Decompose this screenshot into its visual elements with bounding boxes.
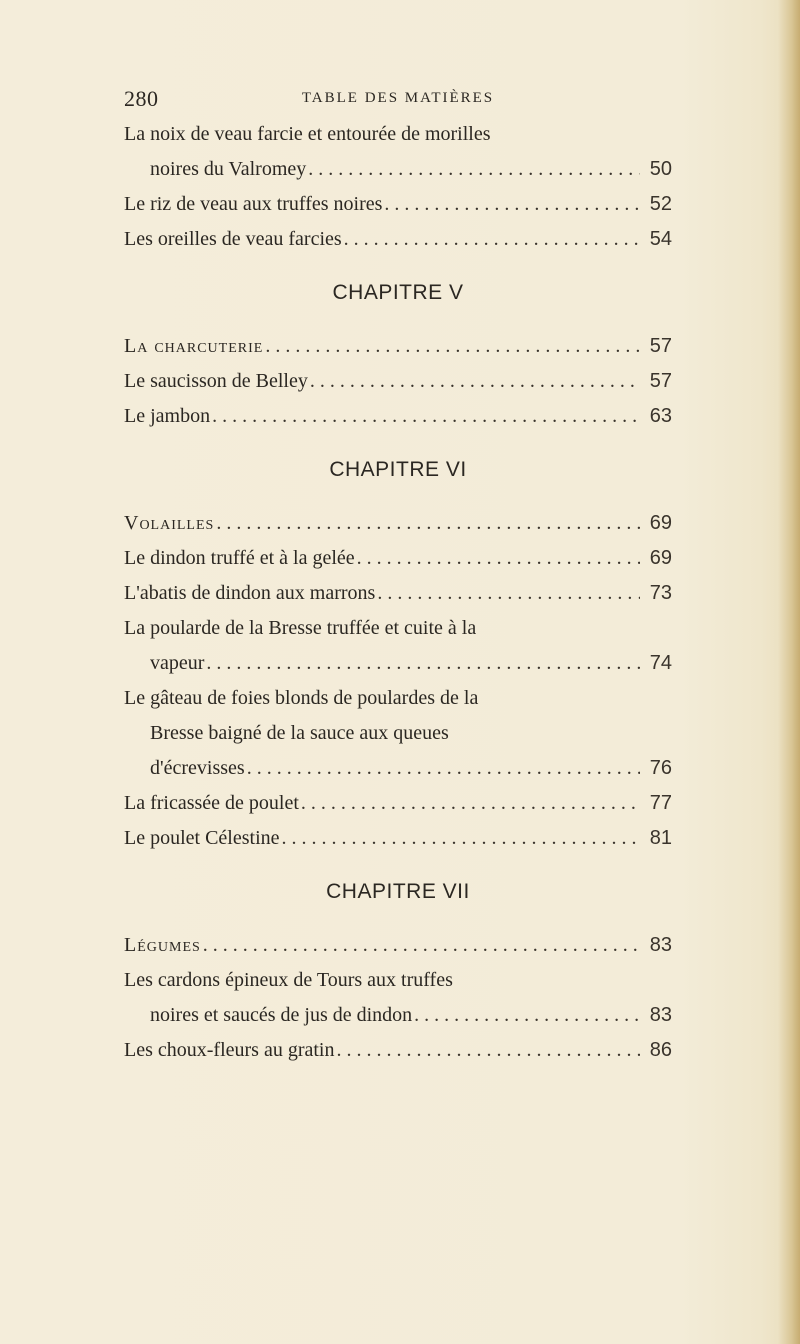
toc-entry-page: 74 bbox=[649, 652, 672, 674]
chapter-heading: CHAPITRE VII bbox=[326, 880, 470, 903]
toc-entry-label: Les choux-fleurs au gratin bbox=[124, 1039, 335, 1061]
toc-entry-page: 83 bbox=[649, 1004, 672, 1026]
leader-dots bbox=[301, 786, 640, 821]
toc-entry-label: noires du Valromey bbox=[150, 158, 307, 180]
toc-entry-label: noires et saucés de jus de dindon bbox=[150, 1004, 413, 1026]
leader-dots bbox=[377, 576, 640, 611]
toc-entry-label: Les oreilles de veau farcies bbox=[124, 228, 342, 250]
toc-section bbox=[124, 329, 672, 364]
running-head bbox=[124, 86, 672, 114]
leader-dots bbox=[282, 821, 640, 856]
toc-entry bbox=[124, 187, 672, 222]
toc-entry-page: 77 bbox=[649, 792, 672, 814]
toc-entry bbox=[124, 821, 672, 856]
toc-entry-label: Le jambon bbox=[124, 405, 211, 427]
leader-dots bbox=[344, 222, 640, 257]
toc-entry bbox=[124, 222, 672, 257]
leader-dots bbox=[206, 646, 640, 681]
leader-dots bbox=[212, 399, 640, 434]
toc-section bbox=[124, 928, 672, 963]
toc-entry-label: Le poulet Célestine bbox=[124, 827, 280, 849]
toc-entry bbox=[124, 152, 672, 187]
toc-entry bbox=[124, 786, 672, 821]
toc-entry bbox=[124, 998, 672, 1033]
toc-entry-label: Le riz de veau aux truffes noires bbox=[124, 193, 383, 215]
toc-entry bbox=[124, 541, 672, 576]
toc-entry-page: 69 bbox=[649, 547, 672, 569]
toc-entry-label: vapeur bbox=[150, 652, 205, 674]
toc-entry-page: 57 bbox=[649, 335, 672, 357]
page-number: 280 bbox=[124, 86, 159, 111]
toc-entry-line1: Le gâteau de foies blonds de poulardes de la bbox=[124, 687, 479, 709]
toc-entry-line2: Bresse baigné de la sauce aux queues bbox=[150, 722, 449, 744]
toc-entry-page: 54 bbox=[649, 228, 672, 250]
toc-entry-label: La fricassée de poulet bbox=[124, 792, 299, 814]
toc-entry-page: 81 bbox=[649, 827, 672, 849]
leader-dots bbox=[203, 928, 640, 963]
toc-entry-page: 73 bbox=[649, 582, 672, 604]
toc-entry-page: 69 bbox=[649, 512, 672, 534]
page-edge-shadow bbox=[778, 0, 800, 1344]
toc-entry-line1: Les cardons épineux de Tours aux truffes bbox=[124, 969, 453, 991]
toc-section-label: Volailles bbox=[124, 512, 215, 534]
chapter-heading: CHAPITRE V bbox=[332, 281, 464, 304]
toc-entry-label: Le saucisson de Belley bbox=[124, 370, 308, 392]
leader-dots bbox=[265, 329, 640, 364]
toc-entry-page: 83 bbox=[649, 934, 672, 956]
toc-entry bbox=[124, 1033, 672, 1068]
toc-entry-page: 76 bbox=[649, 757, 672, 779]
toc-section-label: Légumes bbox=[124, 934, 201, 956]
toc-entry-label: d'écrevisses bbox=[150, 757, 245, 779]
toc-entry-label: Le dindon truffé et à la gelée bbox=[124, 547, 355, 569]
toc-entry-label: L'abatis de dindon aux marrons bbox=[124, 582, 376, 604]
toc-entry-page: 86 bbox=[649, 1039, 672, 1061]
toc-entry bbox=[124, 364, 672, 399]
leader-dots bbox=[414, 998, 640, 1033]
toc-entry bbox=[124, 751, 672, 786]
toc-entry-page: 63 bbox=[649, 405, 672, 427]
toc-entry-page: 57 bbox=[649, 370, 672, 392]
toc-entry-line1: La poularde de la Bresse truffée et cuite à la bbox=[124, 617, 477, 639]
toc-section-label: La charcuterie bbox=[124, 335, 264, 357]
leader-dots bbox=[308, 152, 640, 187]
leader-dots bbox=[216, 506, 640, 541]
toc-entry-line1: La noix de veau farcie et entourée de morilles bbox=[124, 123, 491, 145]
toc-entry bbox=[124, 646, 672, 681]
running-title: TABLE DES MATIÈRES bbox=[301, 90, 495, 106]
toc-entry-page: 52 bbox=[649, 193, 672, 215]
toc-entry bbox=[124, 576, 672, 611]
leader-dots bbox=[384, 187, 640, 222]
leader-dots bbox=[310, 364, 640, 399]
toc-entry-page: 50 bbox=[649, 158, 672, 180]
chapter-heading: CHAPITRE VI bbox=[329, 458, 467, 481]
leader-dots bbox=[247, 751, 640, 786]
toc-entry bbox=[124, 399, 672, 434]
leader-dots bbox=[336, 1033, 640, 1068]
toc-section bbox=[124, 506, 672, 541]
leader-dots bbox=[357, 541, 640, 576]
table-of-contents bbox=[124, 117, 672, 1068]
